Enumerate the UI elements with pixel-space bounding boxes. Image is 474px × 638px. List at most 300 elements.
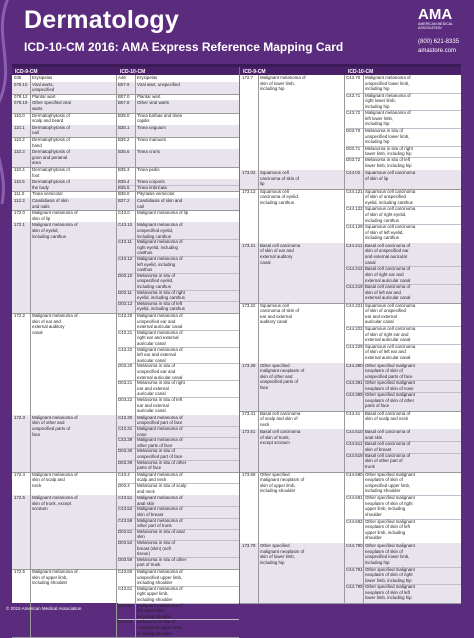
icd10-code: C44.02	[346, 170, 361, 176]
table-row	[12, 179, 239, 192]
page-title: Dermatology	[24, 6, 180, 34]
icd10-code: B35.6	[118, 149, 130, 155]
icd10-description: Other specified malignant neoplasm of skin of left upper limb, including shoulder	[365, 518, 415, 541]
icd9-description: Dermatophytosis of nail	[32, 124, 70, 136]
icd10-code: D03.60	[118, 619, 133, 625]
icd9-code: 173.21	[242, 242, 256, 248]
column-divider	[135, 222, 136, 313]
column-divider	[344, 303, 345, 363]
icd10-code: D03.22	[118, 397, 133, 402]
icd10-description: Melanoma in situ of left ear and external auricular canal	[137, 397, 183, 414]
icd10-description: Malignant melanoma of scalp and neck	[137, 471, 183, 483]
column-divider	[135, 137, 136, 149]
icd10-description: Malignant melanoma of nose	[137, 425, 183, 437]
icd10-code: D03.52	[118, 539, 133, 545]
column-divider	[344, 543, 345, 603]
column-divider	[30, 222, 31, 313]
icd10-code: D03.30	[118, 448, 133, 454]
ama-org-name: AMERICAN MEDICAL ASSOCIATION	[418, 22, 453, 30]
icd9-header: ICD-9-CM	[15, 68, 38, 75]
icd9-description: Erysipelas	[32, 75, 53, 80]
column-divider	[135, 191, 136, 198]
icd10-code: C43.10	[118, 222, 133, 228]
column-divider	[344, 429, 345, 471]
column-divider	[135, 210, 136, 222]
icd10-description: Other viral warts	[137, 100, 169, 106]
right-column-header	[240, 67, 461, 75]
column-divider	[363, 363, 364, 411]
icd10-description: Melanoma in situ of other parts of face	[137, 459, 187, 471]
column-divider	[30, 472, 31, 495]
icd10-description: Melanoma in situ of left lower limb, including hip	[365, 157, 412, 168]
icd10-description: Malignant melanoma of left eyelid, including canthus	[137, 255, 183, 273]
icd10-code: B35.0	[118, 112, 130, 118]
column-divider	[116, 495, 117, 569]
icd9-description: Basal cell carcinoma of skin of trunk, except scrotum	[260, 429, 301, 446]
icd10-description: Malignant melanoma of right eyelid, including canthus	[137, 239, 183, 256]
icd10-code: C43.59	[118, 517, 133, 523]
icd10-code: C44.212	[346, 266, 363, 272]
icd10-description: Malignant melanoma of anal skin	[137, 495, 183, 506]
table-row	[240, 429, 461, 472]
icd10-code: B35.5	[118, 184, 130, 190]
icd9-code: 035	[14, 75, 22, 80]
table-row	[240, 363, 461, 412]
icd9-description: Malignant melanoma of skin of other and unspecified parts of face	[32, 414, 78, 437]
column-divider	[30, 495, 31, 569]
icd10-header: ICD-10-CM	[120, 68, 146, 75]
icd9-description: Candidiasis of skin and nails	[32, 198, 69, 209]
icd10-code: D03.39	[118, 459, 133, 465]
icd10-description: Squamous cell carcinoma of skin of right eyelid, including canthus	[365, 206, 416, 223]
icd9-description: Basal cell carcinoma of skin of ear and external auditory canal	[260, 242, 301, 265]
icd9-code: 173.02	[242, 170, 256, 176]
icd9-description: Squamous cell carcinoma of skin of lip	[260, 170, 300, 187]
icd10-description: Malignant melanoma of lip	[137, 210, 189, 216]
column-divider	[135, 94, 136, 101]
table-row	[12, 495, 239, 570]
column-divider	[116, 167, 117, 179]
icd10-code: C44.691	[346, 495, 363, 501]
icd10-code: C43.70	[346, 75, 361, 80]
column-divider	[363, 543, 364, 603]
icd10-description: Basal cell carcinoma of anal skin	[365, 429, 411, 440]
icd10-code: B35.3	[118, 167, 130, 172]
icd9-code: 172.6	[14, 569, 25, 574]
column-divider	[30, 149, 31, 167]
icd9-description: Dermatophytosis of groin and perianal area	[32, 149, 70, 166]
column-divider	[116, 113, 117, 125]
icd10-description: Other specified malignant neoplasm of skin of nose	[365, 380, 415, 391]
column-divider	[116, 75, 117, 82]
column-divider	[30, 313, 31, 415]
icd10-code: D03.20	[118, 363, 133, 369]
icd10-code: C43.51	[118, 495, 133, 501]
table-row	[12, 569, 239, 638]
icd10-description: Basal cell carcinoma of skin of left ear and external auricular canal	[365, 283, 411, 301]
icd9-code: 173.79	[242, 543, 256, 549]
icd10-description: Viral wart, unspecified	[137, 81, 180, 87]
icd9-code: 110.3	[14, 149, 25, 155]
column-divider	[30, 179, 31, 191]
icd9-description: Other specified malignant neoplasm of skin of other and unspecified parts of face	[260, 362, 305, 390]
table-row	[12, 472, 239, 496]
column-divider	[116, 191, 117, 198]
icd9-description: Malignant melanoma of skin of ear and external auditory canal	[32, 313, 78, 335]
icd10-code: C44.129	[346, 224, 363, 230]
icd10-description: Malignant melanoma of other part of trunk	[137, 517, 183, 529]
icd10-code: C43.4	[118, 471, 130, 477]
right-column	[240, 67, 461, 603]
icd9-code: 172.4	[14, 471, 25, 477]
column-divider	[258, 363, 259, 411]
icd9-code: 173.51	[242, 429, 256, 435]
icd10-description: Pityriasis versicolor	[137, 191, 175, 197]
icd10-description: Melanoma in situ of scalp and neck	[137, 482, 187, 494]
icd10-description: Tinea unguium	[137, 124, 166, 130]
icd9-description: Tinea versicolor	[32, 191, 63, 197]
icd10-description: Other specified malignant neoplasm of skin of unspecified parts of face	[365, 362, 415, 379]
table-row	[240, 543, 461, 604]
icd9-description: Dermatophytosis of the body	[32, 179, 70, 190]
icd10-code: C44.221	[346, 302, 363, 308]
icd9-description: Squamous cell carcinoma of eyelid, including canthus	[260, 188, 300, 206]
table-row	[12, 82, 239, 95]
ama-logo: AMA	[418, 6, 453, 23]
icd10-description: Malignant melanoma of right upper limb, including shoulder	[137, 585, 183, 602]
column-divider	[116, 313, 117, 415]
column-divider	[30, 75, 31, 82]
column-divider	[30, 198, 31, 210]
icd10-description: Malignant melanoma of unspecified upper limb, including shoulder	[137, 569, 183, 586]
left-column-header	[12, 67, 239, 75]
icd10-code: B07.9	[118, 81, 130, 87]
icd10-code: C44.391	[346, 380, 363, 386]
column-divider	[116, 125, 117, 137]
column-divider	[258, 303, 259, 363]
column-divider	[135, 179, 136, 191]
column-divider	[135, 415, 136, 472]
icd9-code: 172.3	[14, 414, 25, 420]
icd10-description: Melanoma in situ of other part of trunk	[137, 556, 187, 568]
table-row	[12, 222, 239, 314]
column-divider	[258, 472, 259, 544]
icd9-code: 110.0	[14, 112, 25, 118]
icd10-code: D03.51	[118, 528, 133, 534]
column-divider	[135, 198, 136, 210]
column-divider	[135, 472, 136, 495]
icd10-code: D03.12	[118, 300, 133, 306]
icd10-code: C43.62	[118, 602, 133, 608]
icd10-description: Melanoma in situ of left eyelid, including canthus	[137, 300, 185, 312]
icd10-description: Melanoma in situ of right ear and external auricular canal	[137, 380, 185, 397]
column-divider	[344, 411, 345, 430]
icd9-code: 110.5	[14, 179, 25, 185]
icd10-description: Malignant melanoma of unspecified lower limb, including hip	[365, 75, 411, 92]
icd10-description: Squamous cell carcinoma of skin of lip	[365, 170, 416, 181]
icd10-code: B07.8	[118, 100, 130, 106]
column-divider	[116, 100, 117, 112]
icd9-description: Other specified malignant neoplasm of skin of upper limb, including shoulder	[260, 471, 305, 494]
icd9-code: 111.0	[14, 191, 25, 197]
icd10-code: D03.59	[118, 556, 133, 562]
column-divider	[116, 472, 117, 495]
icd10-description: Malignant melanoma of right ear and external auricular canal	[137, 329, 183, 346]
icd10-description: Melanoma in situ of unspecified ear and external auricular canal	[137, 363, 183, 380]
right-rows	[240, 75, 461, 603]
icd10-description: Other specified malignant neoplasm of skin of unspecified upper limb, including shoulder	[365, 471, 415, 494]
column-divider	[135, 113, 136, 125]
icd10-code: D03.70	[346, 127, 361, 133]
icd10-code: D03.21	[118, 380, 133, 386]
icd9-code: 172.0	[14, 210, 25, 216]
icd10-code: C44.222	[346, 326, 363, 332]
table-row	[240, 472, 461, 545]
column-divider	[258, 411, 259, 430]
icd10-description: Melanoma in situ of right eyelid, including canthus	[137, 289, 185, 301]
icd10-description: Melanoma in situ of unspecified eyelid, including canthus	[137, 272, 176, 289]
copyright: © 2015 American Medical Association	[6, 606, 82, 611]
icd10-code: C43.21	[118, 329, 133, 335]
table-row	[240, 75, 461, 171]
icd9-description: Malignant melanoma of skin of eyelid, including canthus	[32, 222, 78, 239]
icd9-code: 172.5	[14, 495, 25, 501]
icd10-description: Plantar wart	[137, 93, 161, 99]
column-divider	[135, 313, 136, 415]
icd10-description: Melanoma in situ of anal skin	[137, 528, 185, 540]
icd9-description: Plantar wart	[32, 93, 56, 99]
table-row	[240, 411, 461, 431]
column-divider	[363, 472, 364, 544]
icd9-code: 173.41	[242, 410, 256, 416]
column-divider	[344, 363, 345, 411]
column-divider	[30, 210, 31, 222]
icd9-code: 173.69	[242, 471, 256, 477]
column-divider	[30, 191, 31, 198]
column-divider	[116, 94, 117, 101]
icd10-description: Melanoma in situ of right lower limb, including hip	[365, 145, 413, 157]
icd10-code: C43.72	[346, 110, 361, 116]
icd10-code: C44.219	[346, 283, 363, 289]
column-divider	[135, 125, 136, 137]
table-row	[240, 303, 461, 364]
icd10-description: Candidiasis of skin and nail	[137, 198, 183, 209]
table-row	[12, 100, 239, 113]
icd10-code: C44.390	[346, 362, 363, 368]
icd10-code: C43.22	[118, 346, 133, 352]
column-divider	[30, 137, 31, 149]
column-divider	[344, 472, 345, 544]
icd10-description: Malignant melanoma of left lower limb, including hip	[365, 110, 411, 127]
icd9-code: 110.4	[14, 167, 25, 172]
icd9-description: Malignant melanoma of skin of upper limb, including shoulder	[32, 569, 78, 586]
icd9-code: 078.12	[14, 93, 28, 99]
icd10-header-right: ICD-10-CM	[348, 68, 374, 75]
icd10-code: C44.41	[346, 410, 361, 416]
website-link[interactable]: amastore.com	[418, 48, 457, 54]
icd9-description: Other specified malignant neoplasm of skin of lower limb, including hip	[260, 543, 305, 565]
column-divider	[30, 94, 31, 101]
icd9-code: 112.3	[14, 198, 25, 203]
icd10-code: C44.690	[346, 471, 363, 477]
icd10-code: C43.52	[118, 506, 133, 512]
column-divider	[30, 569, 31, 637]
icd9-code: 078.19	[14, 100, 28, 106]
column-divider	[135, 100, 136, 112]
icd10-code: C44.211	[346, 242, 363, 248]
icd10-code: D03.10	[118, 272, 133, 278]
column-divider	[116, 210, 117, 222]
column-divider	[258, 543, 259, 603]
table-row	[12, 125, 239, 138]
column-divider	[344, 189, 345, 243]
icd10-code: D03.71	[346, 145, 361, 151]
icd10-code: C43.20	[118, 313, 133, 318]
icd9-description: Basal cell carcinoma of scalp and skin of neck	[260, 410, 301, 427]
icd10-description: Tinea imbricata	[137, 184, 167, 190]
table-row	[240, 243, 461, 304]
column-divider	[363, 170, 364, 189]
column-divider	[363, 429, 364, 471]
table-row	[12, 149, 239, 168]
icd10-code: C43.39	[118, 437, 133, 443]
icd9-code: 110.2	[14, 137, 25, 142]
icd10-description: Other specified malignant neoplasm of skin of right upper limb, including shoulder	[365, 495, 415, 517]
icd9-description: Squamous cell carcinoma of skin of ear and external auditory canal	[260, 302, 300, 325]
icd10-description: Other specified malignant neoplasm of skin of unspecified lower limb, including hip	[365, 543, 415, 565]
icd10-description: Malignant melanoma of other parts of face	[137, 437, 183, 448]
icd10-code: C44.790	[346, 543, 363, 549]
icd10-description: Tinea barbae and tinea capitis	[137, 112, 182, 124]
icd9-description: Dermatophytosis of scalp and beard	[32, 112, 70, 124]
icd10-code: C44.519	[346, 452, 363, 458]
table-row	[240, 170, 461, 190]
icd10-description: Malignant melanoma of unspecified part of face	[137, 414, 183, 426]
icd10-code: D03.4	[118, 482, 130, 488]
phone-number: (800) 621-8335	[418, 39, 460, 45]
column-divider	[135, 75, 136, 82]
icd10-code: C44.692	[346, 518, 363, 524]
icd10-description: Malignant melanoma of skin of breast	[137, 506, 183, 517]
icd10-description: Melanoma in situ of unspecified lower limb, including hip	[365, 127, 410, 145]
icd10-description: Basal cell carcinoma of skin of breast	[365, 441, 411, 452]
icd10-description: Basal cell carcinoma of skin of scalp and neck	[365, 410, 411, 422]
icd10-description: Other specified malignant neoplasm of skin of other parts of face	[365, 391, 415, 409]
table-row	[12, 113, 239, 126]
column-divider	[135, 149, 136, 167]
column-divider	[363, 243, 364, 303]
icd10-code: C44.229	[346, 343, 363, 349]
column-divider	[30, 415, 31, 472]
icd10-description: Tinea manuum	[137, 137, 167, 142]
icd10-description: Melanoma in situ of breast (skin) (soft tissue)	[137, 539, 176, 557]
icd9-description: Malignant melanoma of skin of lip	[32, 210, 78, 221]
icd10-code: C44.510	[346, 429, 363, 435]
column-divider	[116, 198, 117, 210]
icd9-description: Other specified viral warts	[32, 100, 71, 111]
icd10-description: Tinea pedis	[137, 167, 160, 172]
column-divider	[116, 179, 117, 191]
column-divider	[258, 429, 259, 471]
icd10-code: D03.11	[118, 289, 132, 295]
icd10-description: Squamous cell carcinoma of skin of left eyelid, including canthus	[365, 224, 416, 241]
icd10-description: Melanoma in situ of unspecified upper limb, including shoulder	[137, 619, 183, 636]
column-divider	[258, 170, 259, 189]
icd10-code: C44.511	[346, 441, 363, 447]
icd9-code: 078.10	[14, 81, 28, 87]
icd9-description: Dermatophytosis of foot	[32, 167, 70, 178]
column-divider	[30, 167, 31, 179]
icd10-code: C43.60	[118, 569, 133, 574]
column-divider	[363, 411, 364, 430]
column-divider	[116, 137, 117, 149]
icd10-code: C43.31	[118, 425, 133, 431]
column-divider	[30, 100, 31, 112]
column-divider	[363, 189, 364, 243]
column-divider	[116, 82, 117, 94]
icd9-header-right: ICD-9-CM	[243, 68, 266, 75]
icd10-description: Malignant melanoma of unspecified ear and external auricular canal	[137, 313, 183, 330]
icd10-code: B37.2	[118, 198, 130, 203]
icd10-code: C44.791	[346, 566, 363, 572]
icd9-code: 172.7	[242, 75, 253, 80]
icd9-code: 172.2	[14, 313, 25, 318]
column-divider	[135, 569, 136, 637]
icd10-description: Basal cell carcinoma of skin of unspecified ear and external auricular canal	[365, 242, 411, 265]
column-divider	[30, 82, 31, 94]
column-divider	[135, 495, 136, 569]
icd10-code: C43.30	[118, 414, 133, 420]
column-divider	[30, 113, 31, 125]
icd10-description: Squamous cell carcinoma of skin of unspecified ear and external auricular canal	[365, 302, 416, 325]
icd9-code: 173.22	[242, 302, 256, 308]
table-row	[12, 313, 239, 416]
icd10-code: A46	[118, 75, 126, 80]
icd10-code: C43.12	[118, 255, 133, 261]
icd9-description: Viral warts, unspecified	[32, 81, 55, 93]
icd10-code: C43.71	[346, 92, 361, 98]
column-divider	[258, 75, 259, 170]
icd10-code: D03.72	[346, 157, 361, 163]
icd10-description: Malignant melanoma of unspecified eyelid, including canthus	[137, 222, 183, 239]
column-divider	[363, 75, 364, 170]
icd10-description: Melanoma in situ of unspecified part of face	[137, 448, 183, 459]
icd10-code: B36.0	[118, 191, 130, 197]
table-row	[240, 189, 461, 244]
page-subtitle: ICD-10-CM 2016: AMA Express Reference Mapping Card	[24, 40, 344, 54]
column-divider	[116, 569, 117, 637]
icd9-code: 173.39	[242, 362, 256, 368]
column-divider	[116, 415, 117, 472]
icd10-description: Basal cell carcinoma of skin of right ear and external auricular canal	[365, 266, 411, 283]
icd10-description: Squamous cell carcinoma of skin of right ear and external auricular canal	[365, 326, 416, 343]
icd10-code: B35.4	[118, 179, 130, 185]
column-divider	[258, 189, 259, 243]
icd10-code: C43.0	[118, 210, 130, 216]
column-divider	[135, 167, 136, 179]
icd10-code: C44.399	[346, 391, 363, 397]
column-divider	[344, 243, 345, 303]
icd9-description: Malignant melanoma of skin of scalp and neck	[32, 471, 78, 488]
icd10-description: Malignant melanoma of left upper limb, including shoulder	[137, 602, 183, 619]
column-divider	[30, 125, 31, 137]
icd9-description: Malignant melanoma of skin of trunk, except scrotum	[32, 495, 78, 512]
icd10-description: Malignant melanoma of right lower limb, including hip	[365, 92, 411, 109]
column-divider	[363, 303, 364, 363]
icd10-description: Erysipelas	[137, 75, 158, 80]
icd9-description: Dermatophytosis of hand	[32, 137, 70, 148]
header	[0, 0, 474, 64]
